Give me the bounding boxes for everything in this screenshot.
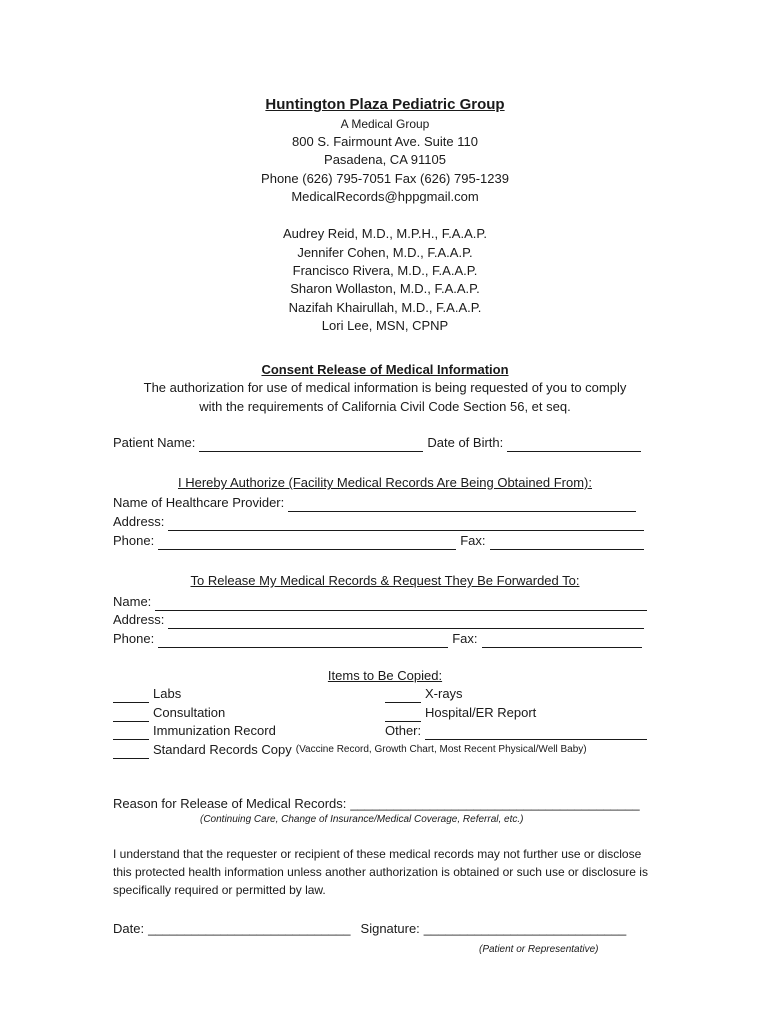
recipient-address-row [113,611,648,629]
other-label: Other: [385,723,422,738]
labs-checkbox[interactable] [113,689,149,703]
consultation-checkbox[interactable] [113,708,149,722]
patient-row [113,434,645,452]
recipient-phone-row [113,630,646,648]
standard-checkbox[interactable] [113,745,149,759]
immunization-label: Immunization Record [153,723,276,738]
signoff-row [113,920,626,938]
physician-6: Lori Lee, MSN, CPNP [321,318,449,333]
release-heading: To Release My Medical Records & Request They Be Forwarded To: [190,573,580,588]
provider-fax-field[interactable] [490,535,644,550]
dob-field[interactable] [507,437,641,452]
provider-phone-field[interactable] [158,535,456,550]
reason-field[interactable]: ________________________________________ [350,796,640,811]
reason-row [113,795,640,813]
hospital-label: Hospital/ER Report [425,705,537,720]
recipient-fax-label: Fax: [452,631,478,646]
address-line-1: 800 S. Fairmount Ave. Suite 110 [292,134,478,149]
recipient-phone-field[interactable] [158,633,448,648]
recipient-name-field[interactable] [155,596,647,611]
address-line-2: Pasadena, CA 91105 [324,152,446,167]
recipient-address-label: Address: [113,612,165,627]
org-name: Huntington Plaza Pediatric Group [265,96,505,113]
consent-line-2: with the requirements of California Civil Code Section 56, et seq. [199,399,571,414]
immunization-checkbox[interactable] [113,726,149,740]
provider-address-field[interactable] [168,516,644,531]
item-hospital [385,704,536,722]
reason-label: Reason for Release of Medical Records: [113,796,347,811]
provider-row [113,494,640,512]
reason-note: (Continuing Care, Change of Insurance/Medical Coverage, Referral, etc.) [200,814,524,825]
item-xrays [385,685,463,703]
other-field[interactable] [425,725,647,740]
provider-phone-label: Phone: [113,533,155,548]
date-field[interactable]: ____________________________ [148,921,351,936]
xrays-label: X-rays [425,686,463,701]
provider-address-label: Address: [113,514,165,529]
item-standard [113,741,587,759]
recipient-fax-field[interactable] [482,633,642,648]
authorize-heading: I Hereby Authorize (Facility Medical Records Are Being Obtained From): [177,475,592,490]
item-labs [113,685,181,703]
physician-2: Jennifer Cohen, M.D., F.A.A.P. [297,245,473,260]
items-heading: Items to Be Copied: [327,668,443,683]
patient-name-label: Patient Name: [113,435,196,450]
item-other [385,722,651,740]
standard-label: Standard Records Copy [153,742,292,757]
physician-1: Audrey Reid, M.D., M.P.H., F.A.A.P. [283,226,487,241]
recipient-name-label: Name: [113,594,152,609]
standard-note: (Vaccine Record, Growth Chart, Most Recent Physical/Well Baby) [295,744,587,755]
consent-title: Consent Release of Medical Information [261,362,509,377]
recipient-phone-label: Phone: [113,631,155,646]
provider-address-row [113,513,648,531]
provider-name-label: Name of Healthcare Provider: [113,495,285,510]
physician-5: Nazifah Khairullah, M.D., F.A.A.P. [288,300,482,315]
physician-3: Francisco Rivera, M.D., F.A.A.P. [292,263,478,278]
dob-label: Date of Birth: [427,435,504,450]
hospital-checkbox[interactable] [385,708,421,722]
recipient-name-row [113,593,651,611]
disclaimer-text: I understand that the requester or recipient of these medical records may not further use or disclose this protected health information unless another authorization is obtained or such use or disclosure is specifically required or permitted by law. [113,847,648,897]
physician-4: Sharon Wollaston, M.D., F.A.A.P. [290,281,480,296]
provider-fax-label: Fax: [460,533,486,548]
recipient-address-field[interactable] [168,614,644,629]
item-consultation [113,704,225,722]
signature-label: Signature: [360,921,420,936]
email: MedicalRecords@hppgmail.com [291,189,479,204]
signature-note: (Patient or Representative) [479,944,599,955]
xrays-checkbox[interactable] [385,689,421,703]
date-label: Date: [113,921,145,936]
provider-phone-row [113,532,648,550]
consultation-label: Consultation [153,705,226,720]
phone-fax: Phone (626) 795-7051 Fax (626) 795-1239 [261,171,509,186]
item-immunization [113,722,276,740]
labs-label: Labs [153,686,182,701]
org-type: A Medical Group [340,117,430,131]
patient-name-field[interactable] [199,437,423,452]
consent-line-1: The authorization for use of medical information is being requested of you to comply [143,380,627,395]
provider-name-field[interactable] [288,497,636,512]
signature-field[interactable]: ____________________________ [423,921,627,936]
